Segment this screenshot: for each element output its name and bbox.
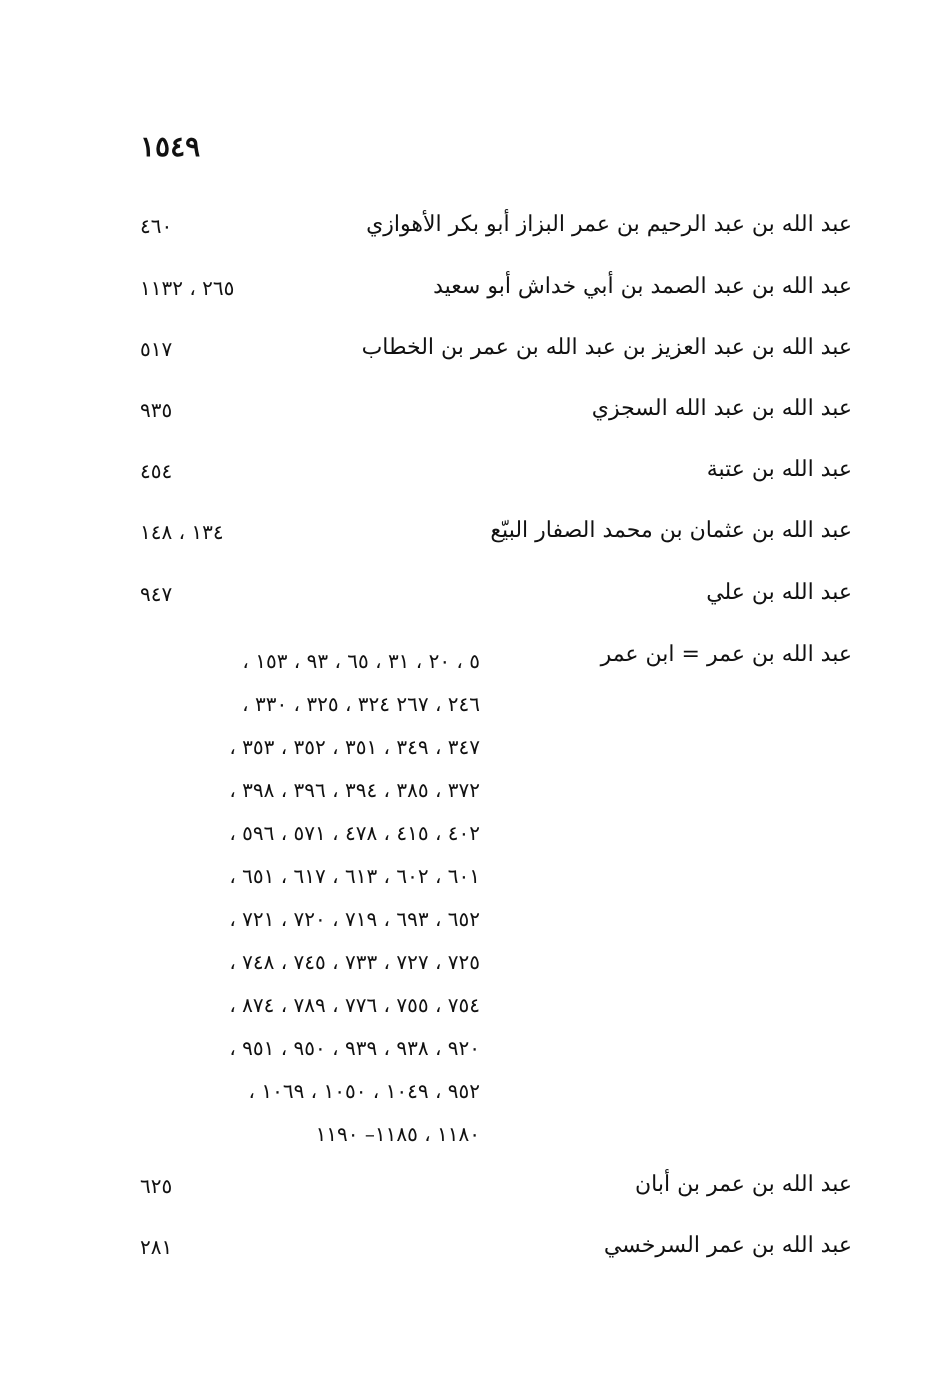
- entry-pages: ٩٣٥: [140, 398, 173, 422]
- index-entry: [140, 335, 852, 379]
- index-entry: [140, 457, 852, 501]
- entry-name: عبد الله بن عبد الرحيم بن عمر البزاز أبو بكر الأهوازي: [366, 212, 852, 237]
- page-ref-line: ٢٤٦ ، ٢٦٧ ٣٢٤ ، ٣٢٥ ، ٣٣٠ ،: [242, 692, 480, 716]
- page-ref-line: ٩٢٠ ، ٩٣٨ ، ٩٣٩ ، ٩٥٠ ، ٩٥١ ،: [229, 1036, 480, 1060]
- entry-pages: ٤٦٠: [140, 214, 173, 238]
- entry-name: عبد الله بن عتبة: [706, 457, 852, 482]
- entry-name: عبد الله بن عبد العزيز بن عبد الله بن عمر بن الخطاب: [361, 335, 852, 360]
- page-ref-line: ٩٥٢ ، ١٠٤٩ ، ١٠٥٠ ، ١٠٦٩ ،: [248, 1079, 480, 1103]
- index-entry: [140, 274, 852, 318]
- page-ref-line: ٣٧٢ ، ٣٨٥ ، ٣٩٤ ، ٣٩٦ ، ٣٩٨ ،: [229, 778, 480, 802]
- index-entry: [140, 396, 852, 440]
- index-entry: [140, 212, 852, 256]
- entry-pages: ٢٨١: [140, 1235, 173, 1259]
- page-ref-line: ٦٥٢ ، ٦٩٣ ، ٧١٩ ، ٧٢٠ ، ٧٢١ ،: [229, 907, 480, 931]
- page-ref-line: ٧٢٥ ، ٧٢٧ ، ٧٣٣ ، ٧٤٥ ، ٧٤٨ ،: [229, 950, 480, 974]
- entry-pages: ٢٦٥ ، ١١٣٢: [140, 276, 235, 300]
- page-ref-line: ٥ ، ٢٠ ، ٣١ ، ٦٥ ، ٩٣ ، ١٥٣ ،: [242, 649, 480, 673]
- page-number: ١٥٤٩: [140, 130, 201, 163]
- entry-name: عبد الله بن عثمان بن محمد الصفار البيّع: [490, 518, 852, 543]
- index-entry: [140, 518, 852, 562]
- index-entry: [140, 580, 852, 624]
- entry-name: عبد الله بن عمر = ابن عمر: [600, 642, 852, 667]
- entry-pages: ٦٢٥: [140, 1174, 173, 1198]
- entry-pages: ٤٥٤: [140, 459, 173, 483]
- entry-pages: ٩٤٧: [140, 582, 173, 606]
- index-entry: [140, 1233, 852, 1277]
- entry-pages: ١٣٤ ، ١٤٨: [140, 520, 224, 544]
- entry-name: عبد الله بن عبد الصمد بن أبي خداش أبو سعيد: [433, 274, 852, 299]
- entry-name: عبد الله بن عمر بن أبان: [635, 1172, 852, 1197]
- entry-name: عبد الله بن عبد الله السجزي: [591, 396, 852, 421]
- ibn-umar-pages: [140, 640, 480, 1156]
- page-ref-line: ٤٠٢ ، ٤١٥ ، ٤٧٨ ، ٥٧١ ، ٥٩٦ ،: [229, 821, 480, 845]
- entry-name: عبد الله بن عمر السرخسي: [603, 1233, 852, 1258]
- entry-pages: ٥١٧: [140, 337, 173, 361]
- index-entry: [140, 1172, 852, 1216]
- page-ref-line: ٦٠١ ، ٦٠٢ ، ٦١٣ ، ٦١٧ ، ٦٥١ ،: [229, 864, 480, 888]
- page-ref-line: ٣٤٧ ، ٣٤٩ ، ٣٥١ ، ٣٥٢ ، ٣٥٣ ،: [229, 735, 480, 759]
- entry-name: عبد الله بن علي: [706, 580, 852, 605]
- page-ref-line: ١١٨٠ ، ١١٨٥– ١١٩٠: [315, 1122, 480, 1146]
- page-ref-line: ٧٥٤ ، ٧٥٥ ، ٧٧٦ ، ٧٨٩ ، ٨٧٤ ،: [229, 993, 480, 1017]
